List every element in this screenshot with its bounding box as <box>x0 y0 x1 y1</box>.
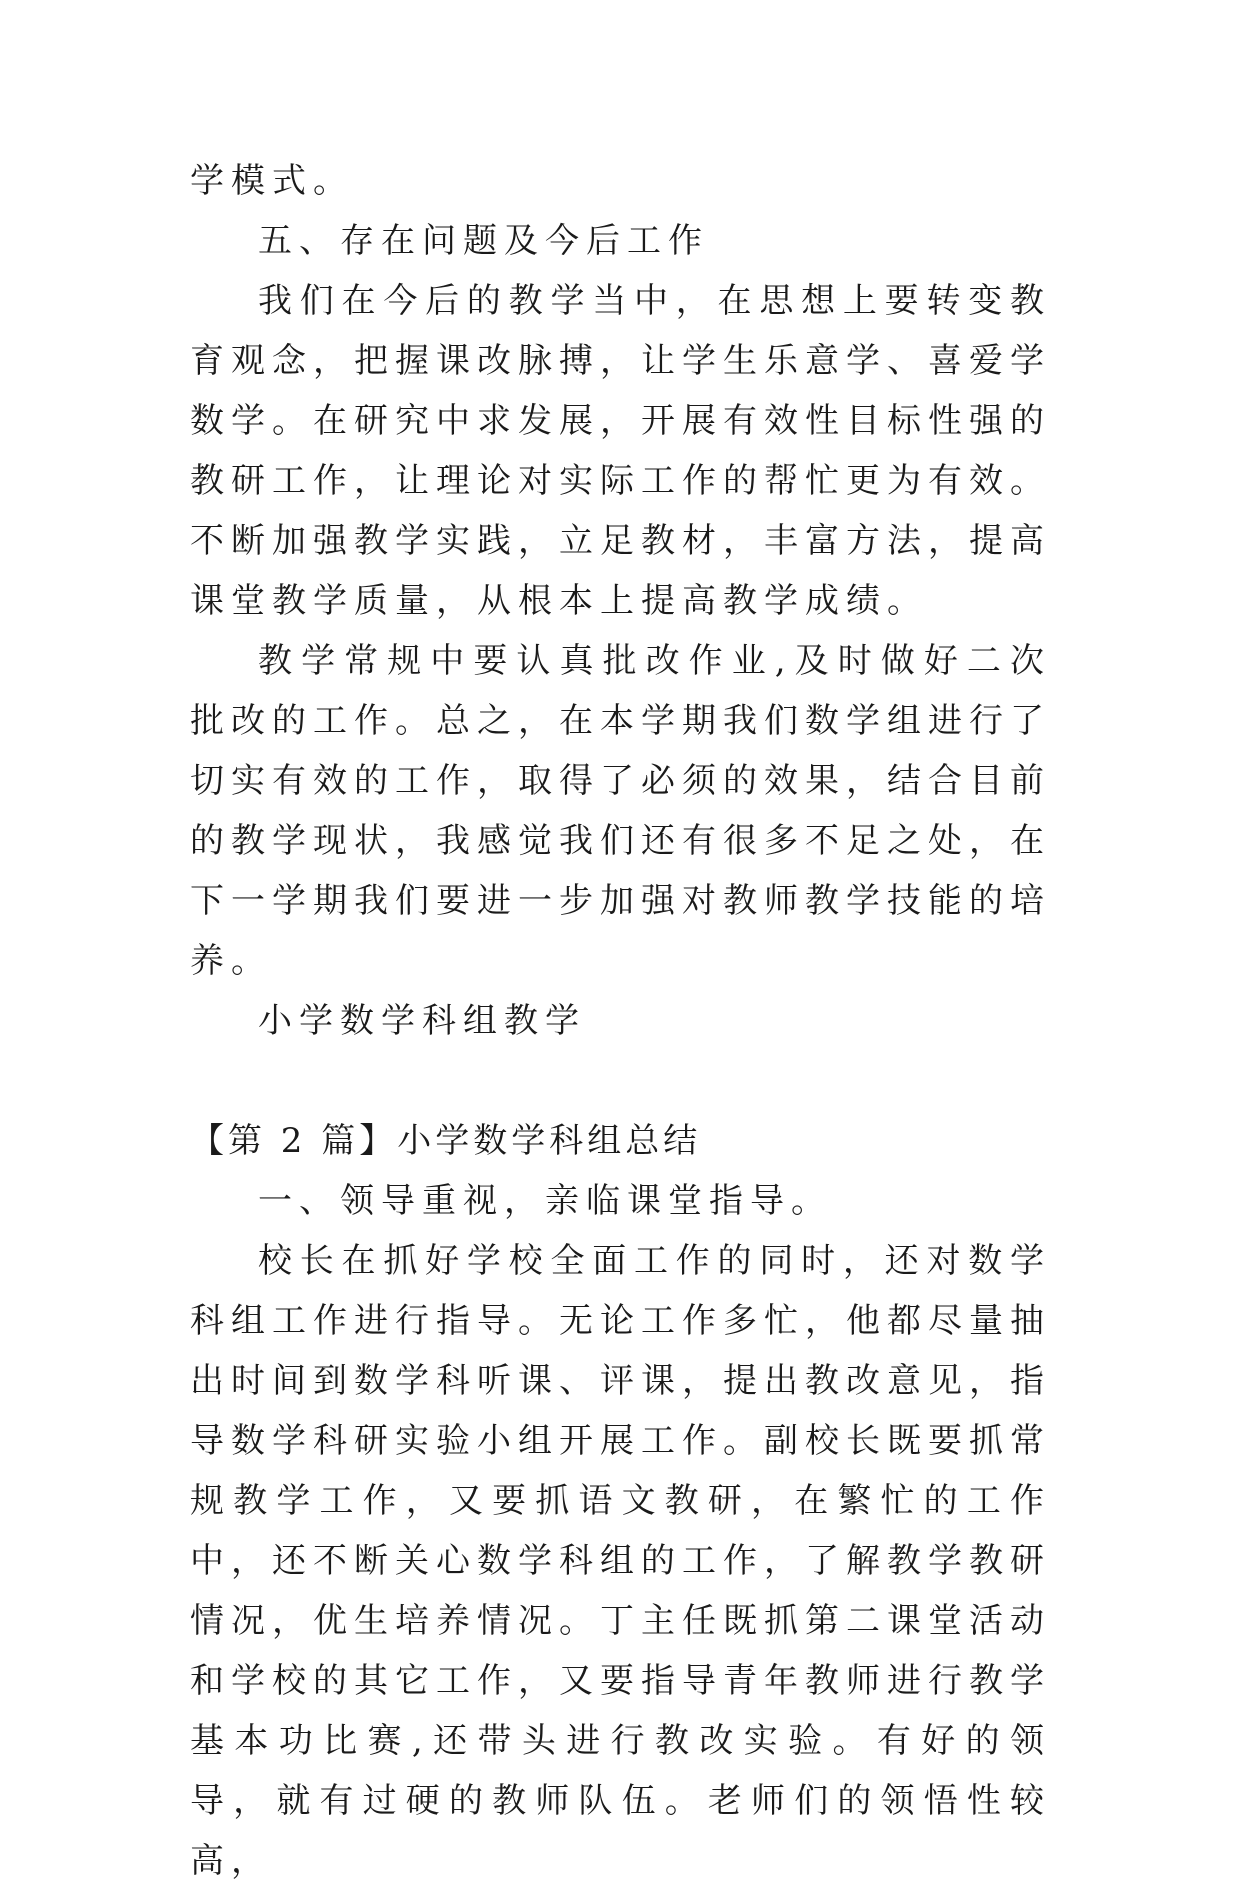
paragraph-principal-guidance: 校长在抓好学校全面工作的同时，还对数学科组工作进行指导。无论工作多忙，他都尽量抽出时间到数学科听课、评课，提出教改意见，指导数学科研实验小组开展工作。副校长既要抓常规教学工作，又要抓语文教研，在繁忙的工作中，还不断关心数学科组的工作，了解教学教研情况，优生培养情况。丁主任既抓第二课堂活动和学校的其它工作，又要指导青年教师进行教学基本功比赛,还带头进行教改实验。有好的领导，就有过硬的教师队伍。老师们的领悟性较高， <box>190 1241 1051 1881</box>
paragraph-routine-summary: 教学常规中要认真批改作业,及时做好二次批改的工作。总之，在本学期我们数学组进行了切实有效的工作，取得了必须的效果，结合目前的教学现状，我感觉我们还有很多不足之处，在下一学期我们要进一步加强对教师教学技能的培养。 <box>190 641 1051 981</box>
spacer <box>190 1051 1051 1111</box>
paragraph-future-teaching: 我们在今后的教学当中，在思想上要转变教育观念，把握课改脉搏，让学生乐意学、喜爱学数学。在研究中求发展，开展有效性目标性强的教研工作，让理论对实际工作的帮忙更为有效。不断加强教学实践，立足教材，丰富方法，提高课堂教学质量，从根本上提高教学成绩。 <box>190 281 1051 621</box>
document-body <box>190 151 1051 1891</box>
article-heading: 【第 2 篇】小学数学科组总结 <box>190 1121 702 1161</box>
paragraph-closing-label: 小学数学科组教学 <box>258 1001 586 1041</box>
paragraph-mode-end: 学模式。 <box>190 161 354 201</box>
section-heading-problems: 五、存在问题及今后工作 <box>258 221 709 261</box>
section-heading-leadership: 一、领导重视，亲临课堂指导。 <box>258 1181 832 1221</box>
